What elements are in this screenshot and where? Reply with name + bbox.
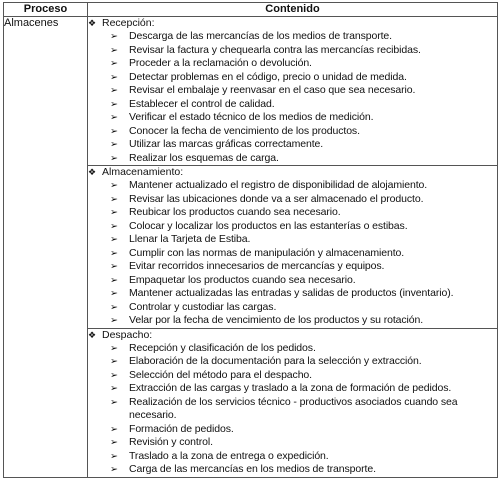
list-item-text: Realización de los servicios técnico - productivos asociados cuando sea necesario.: [129, 395, 458, 421]
list-item-text: Recepción y clasificación de los pedidos.: [129, 341, 316, 354]
list-item: [110, 301, 497, 315]
proceso-cell: Almacenes: [4, 17, 88, 478]
list-item-text: Revisar la factura y chequearla contra las mercancías recibidas.: [129, 43, 421, 56]
list-item: [110, 450, 497, 464]
list-item: [110, 179, 497, 193]
section-heading: [88, 329, 497, 342]
list-item: [110, 98, 497, 112]
list-item-text: Conocer la fecha de vencimiento de los productos.: [129, 124, 360, 137]
list-item: [110, 138, 497, 152]
diamond-bullet-icon: ❖: [88, 168, 97, 178]
list-item-text: Traslado a la zona de entrega o expedición.: [129, 449, 329, 462]
list-item-text: Colocar y localizar los productos en las estanterías o estibas.: [129, 219, 408, 232]
list-item: [110, 274, 497, 288]
list-item: [110, 57, 497, 71]
table-header-row: [4, 3, 498, 17]
section-item-list: [88, 342, 497, 477]
list-item-text: Utilizar las marcas gráficas correctamente.: [129, 138, 324, 150]
list-item: [110, 314, 497, 328]
list-item: [110, 71, 497, 85]
list-item-text: Descarga de las mercancías de los medios de transporte.: [129, 30, 392, 42]
section-cell: [88, 17, 498, 166]
list-item: [110, 233, 497, 247]
table-body: [4, 17, 498, 478]
list-item-text: Reubicar los productos cuando sea necesario.: [129, 206, 341, 218]
section-title: Despacho:: [102, 328, 153, 341]
section-title: Almacenamiento:: [102, 166, 184, 178]
list-item: [110, 220, 497, 234]
section-item-list: [88, 179, 497, 328]
arrow-bullet-icon: ➢: [110, 356, 118, 367]
arrow-bullet-icon: ➢: [110, 193, 118, 205]
diamond-bullet-icon: ❖: [88, 330, 97, 341]
list-item: [110, 355, 497, 369]
list-item-text: Mantener actualizado el registro de disponibilidad de alojamiento.: [129, 179, 428, 191]
arrow-bullet-icon: ➢: [110, 220, 118, 232]
arrow-bullet-icon: ➢: [110, 58, 118, 69]
list-item: [110, 463, 497, 477]
section-heading: [88, 166, 497, 179]
list-item: [110, 287, 497, 301]
arrow-bullet-icon: ➢: [110, 31, 118, 42]
section-heading: [88, 17, 497, 30]
list-item-text: Detectar problemas en el código, precio o unidad de medida.: [129, 70, 407, 83]
list-item-text: Verificar el estado técnico de los medios de medición.: [129, 111, 374, 123]
list-item: [110, 206, 497, 220]
list-item: [110, 342, 497, 356]
list-item: [110, 44, 497, 58]
arrow-bullet-icon: ➢: [110, 383, 118, 394]
list-item-text: Mantener actualizadas las entradas y salidas de productos (inventario).: [129, 287, 454, 299]
list-item-text: Revisar las ubicaciones donde va a ser almacenado el producto.: [129, 192, 424, 205]
list-item-text: Empaquetar los productos cuando sea necesario.: [129, 273, 356, 286]
list-item: [110, 125, 497, 139]
arrow-bullet-icon: ➢: [110, 180, 118, 191]
arrow-bullet-icon: ➢: [110, 342, 118, 354]
list-item: [110, 193, 497, 207]
arrow-bullet-icon: ➢: [110, 207, 118, 218]
list-item-text: Carga de las mercancías en los medios de transporte.: [129, 463, 376, 475]
arrow-bullet-icon: ➢: [110, 234, 118, 245]
arrow-bullet-icon: ➢: [110, 288, 118, 299]
header-proceso: Proceso: [4, 3, 88, 17]
list-item: [110, 111, 497, 125]
list-item: [110, 396, 497, 423]
section-cell: [88, 166, 498, 329]
arrow-bullet-icon: ➢: [110, 139, 118, 150]
arrow-bullet-icon: ➢: [110, 44, 118, 56]
diamond-bullet-icon: ❖: [88, 19, 97, 29]
list-item-text: Establecer el control de calidad.: [129, 97, 275, 110]
arrow-bullet-icon: ➢: [110, 369, 118, 381]
list-item-text: Cumplir con las normas de manipulación y almacenamiento.: [129, 246, 405, 259]
list-item-text: Controlar y custodiar las cargas.: [129, 300, 277, 313]
list-item-text: Formación de pedidos.: [129, 422, 234, 435]
arrow-bullet-icon: ➢: [110, 437, 118, 448]
list-item-text: Evitar recorridos innecesarios de mercancías y equipos.: [129, 260, 385, 272]
section-title: Recepción:: [102, 17, 155, 29]
arrow-bullet-icon: ➢: [110, 125, 118, 137]
arrow-bullet-icon: ➢: [110, 396, 118, 408]
list-item: [110, 436, 497, 450]
arrow-bullet-icon: ➢: [110, 98, 118, 110]
arrow-bullet-icon: ➢: [110, 274, 118, 286]
arrow-bullet-icon: ➢: [110, 261, 118, 272]
arrow-bullet-icon: ➢: [110, 301, 118, 313]
list-item-text: Revisar el embalaje y reenvasar en el caso que sea necesario.: [129, 84, 416, 96]
list-item-text: Llenar la Tarjeta de Estiba.: [129, 233, 251, 245]
process-table: [3, 2, 498, 478]
list-item-text: Revisión y control.: [129, 436, 213, 448]
list-item: [110, 382, 497, 396]
table-row: [4, 17, 498, 166]
list-item-text: Elaboración de la documentación para la selección y extracción.: [129, 355, 422, 367]
arrow-bullet-icon: ➢: [110, 71, 118, 83]
list-item-text: Extracción de las cargas y traslado a la zona de formación de pedidos.: [129, 382, 452, 394]
list-item: [110, 260, 497, 274]
arrow-bullet-icon: ➢: [110, 423, 118, 435]
list-item: [110, 423, 497, 437]
list-item: [110, 247, 497, 261]
header-contenido: Contenido: [88, 3, 498, 17]
arrow-bullet-icon: ➢: [110, 112, 118, 123]
list-item-text: Proceder a la reclamación o devolución.: [129, 57, 312, 69]
arrow-bullet-icon: ➢: [110, 315, 118, 326]
arrow-bullet-icon: ➢: [110, 450, 118, 462]
arrow-bullet-icon: ➢: [110, 85, 118, 96]
section-cell: [88, 328, 498, 477]
list-item: [110, 152, 497, 166]
list-item: [110, 369, 497, 383]
list-item-text: Realizar los esquemas de carga.: [129, 151, 279, 164]
list-item: [110, 84, 497, 98]
arrow-bullet-icon: ➢: [110, 464, 118, 475]
list-item: [110, 30, 497, 44]
list-item-text: Selección del método para el despacho.: [129, 368, 312, 381]
list-item-text: Velar por la fecha de vencimiento de los productos y su rotación.: [129, 314, 424, 326]
arrow-bullet-icon: ➢: [110, 247, 118, 259]
arrow-bullet-icon: ➢: [110, 152, 118, 164]
section-item-list: [88, 30, 497, 165]
